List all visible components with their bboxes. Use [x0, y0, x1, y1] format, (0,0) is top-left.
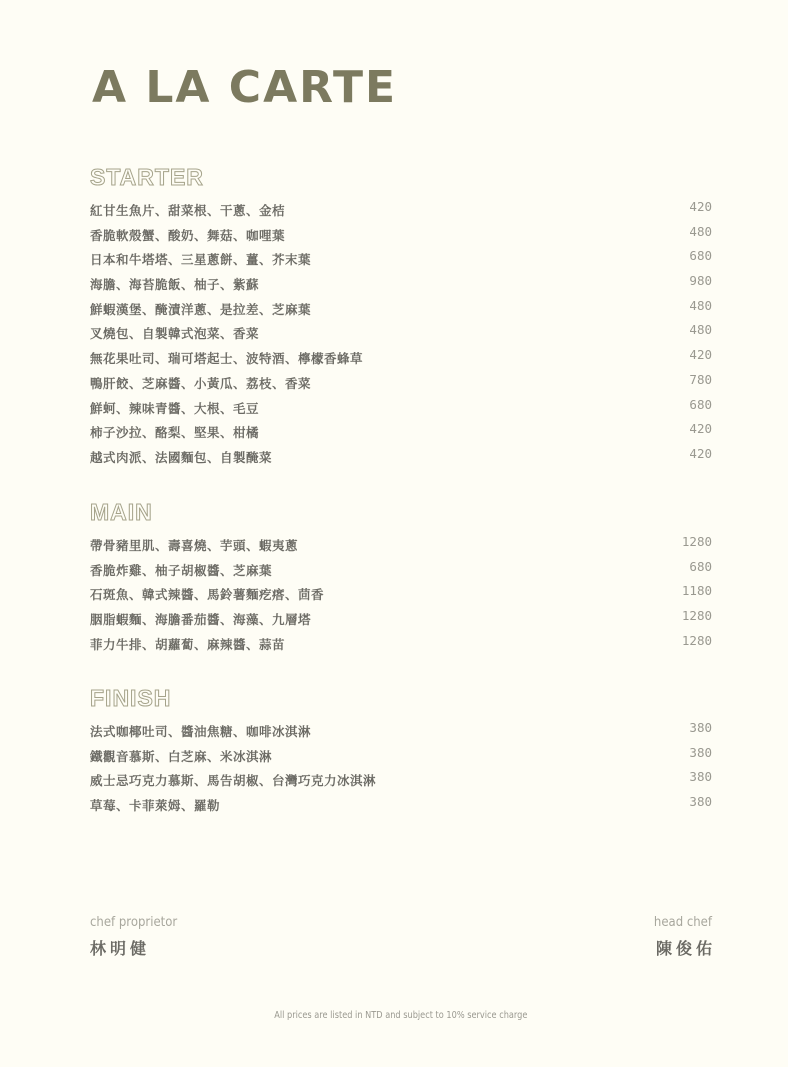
menu-item-name: 鮮蝦漢堡、醃漬洋蔥、是拉差、芝麻葉 [90, 301, 312, 317]
menu-item [90, 199, 712, 224]
menu-item-name: 胭脂蝦麵、海膽番茄醬、海藻、九層塔 [90, 612, 312, 628]
menu-item [90, 769, 712, 794]
menu-item [90, 633, 712, 658]
menu-item-price: 780 [689, 371, 712, 387]
section-title-finish: FINISH [90, 685, 172, 711]
menu-item-price: 480 [689, 223, 712, 239]
menu-item [90, 608, 712, 633]
section-title-starter: STARTER [90, 164, 204, 190]
menu-item [90, 322, 712, 347]
section-finish [90, 684, 712, 819]
menu-item-price: 380 [689, 720, 712, 735]
main-list [90, 534, 712, 657]
menu-item-name: 日本和牛塔塔、三星蔥餅、薑、芥末葉 [90, 252, 312, 268]
menu-item-name: 威士忌巧克力慕斯、馬告胡椒、台灣巧克力冰淇淋 [90, 773, 377, 789]
menu-item-name: 海膽、海苔脆飯、柚子、紫蘇 [90, 277, 260, 293]
finish-list [90, 720, 712, 819]
menu-item-name: 帶骨豬里肌、壽喜燒、芋頭、蝦夷蔥 [90, 538, 299, 553]
section-title-main: MAIN [90, 499, 153, 525]
menu-item [90, 720, 712, 745]
menu-item-name: 紅甘生魚片、甜菜根、干蔥、金桔 [90, 203, 286, 218]
menu-item-price: 1280 [681, 534, 712, 549]
menu-item-name: 鐵觀音慕斯、白芝麻、米冰淇淋 [90, 748, 273, 764]
menu-item [90, 372, 712, 397]
menu-item-name: 法式咖椰吐司、醬油焦糖、咖啡冰淇淋 [90, 724, 312, 739]
head-chef [653, 914, 716, 960]
starter-list [90, 199, 712, 471]
menu-item-price: 1280 [681, 632, 712, 648]
menu-item-name: 柿子沙拉、酪梨、堅果、柑橘 [90, 425, 260, 441]
menu-item [90, 559, 712, 584]
price-footnote: All prices are listed in NTD and subject to 10% service charge [274, 1010, 528, 1021]
menu-item-price: 380 [689, 769, 712, 785]
menu-item-price: 420 [689, 347, 712, 363]
menu-item [90, 224, 712, 249]
menu-item-name: 菲力牛排、胡蘿蔔、麻辣醬、蒜苗 [90, 636, 286, 652]
head-chef-name: 陳俊佑 [655, 939, 716, 958]
menu-item-price: 680 [689, 396, 712, 412]
chef-proprietor-name: 林明健 [90, 939, 151, 958]
menu-item [90, 446, 712, 471]
menu-item-price: 980 [689, 273, 712, 289]
menu-item-price: 480 [689, 322, 712, 338]
menu-item-price: 480 [689, 297, 712, 313]
menu-item-name: 草莓、卡菲萊姆、羅勒 [90, 798, 221, 814]
menu-item-price: 420 [689, 421, 712, 437]
chef-proprietor-role: chef proprietor [90, 915, 178, 930]
menu-item-name: 香脆炸雞、柚子胡椒醬、芝麻葉 [90, 562, 273, 578]
menu-item-price: 1280 [681, 608, 712, 624]
menu-item [90, 421, 712, 446]
menu-item [90, 745, 712, 770]
head-chef-role: head chef [653, 915, 712, 930]
menu-item-price: 420 [689, 445, 712, 461]
menu-item [90, 397, 712, 422]
menu-title: A LA CARTE [92, 62, 398, 113]
chef-proprietor [90, 914, 177, 960]
menu-item-name: 香脆軟殼蟹、酸奶、舞菇、咖哩葉 [90, 227, 286, 243]
menu-item-name: 無花果吐司、瑞可塔起士、波特酒、檸檬香蜂草 [90, 351, 364, 367]
menu-item [90, 248, 712, 273]
menu-item-name: 叉燒包、自製韓式泡菜、香菜 [90, 326, 260, 342]
menu-item-price: 1180 [681, 583, 712, 599]
menu-item-price: 680 [689, 558, 712, 574]
section-starter [90, 163, 712, 471]
menu-item-name: 鮮蚵、辣味青醬、大根、毛豆 [90, 400, 260, 416]
menu-item-name: 石斑魚、韓式辣醬、馬鈴薯麵疙瘩、茴香 [90, 587, 325, 603]
menu-item [90, 794, 712, 819]
menu-item-name: 越式肉派、法國麵包、自製醃菜 [90, 449, 273, 465]
menu-item [90, 583, 712, 608]
menu-item-price: 380 [689, 794, 712, 810]
menu-item [90, 347, 712, 372]
section-main [90, 498, 712, 657]
menu-item-price: 380 [689, 744, 712, 760]
menu-item-name: 鴨肝餃、芝麻醬、小黃瓜、荔枝、香菜 [90, 375, 312, 391]
menu-item [90, 534, 712, 559]
menu-item [90, 273, 712, 298]
menu-item-price: 680 [689, 248, 712, 264]
menu-item [90, 298, 712, 323]
menu-item-price: 420 [689, 199, 712, 214]
